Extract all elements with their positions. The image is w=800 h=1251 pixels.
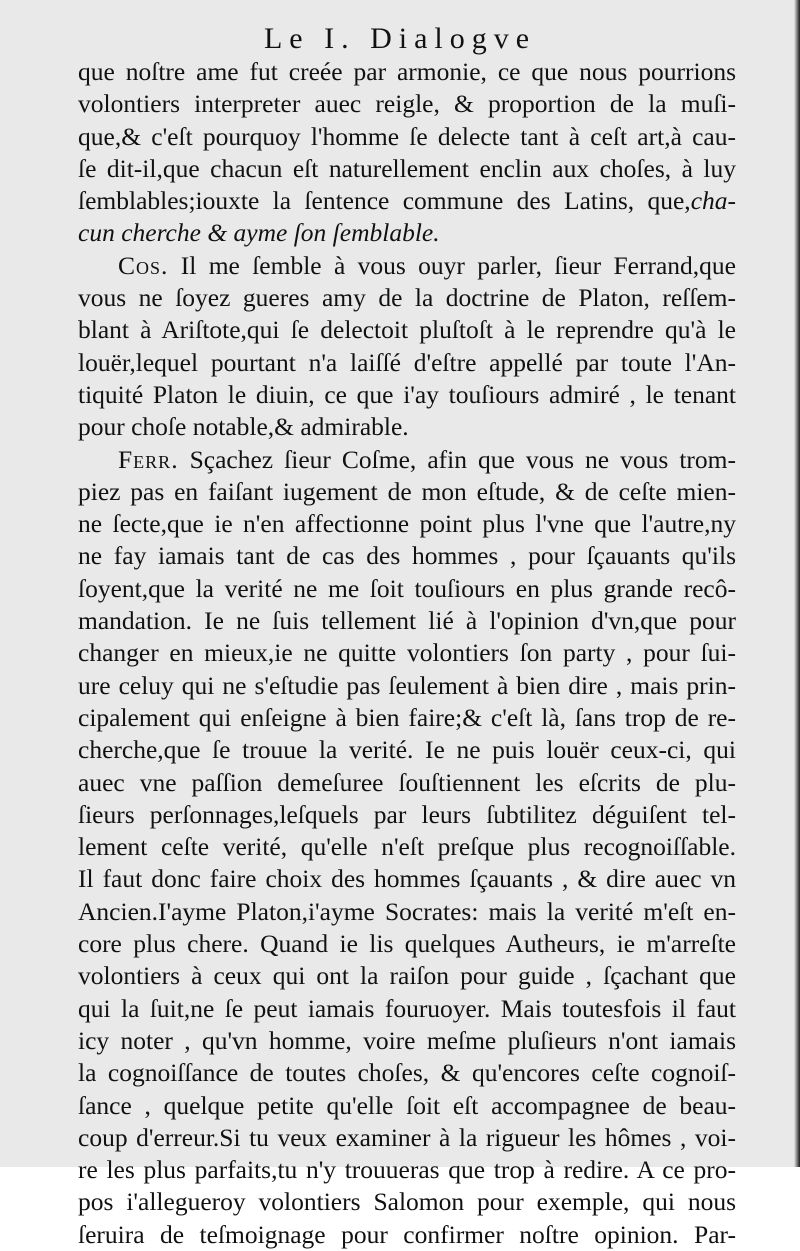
speaker-name: Cos. xyxy=(118,250,169,280)
text-line xyxy=(78,379,736,411)
speaker-name: Ferr. xyxy=(118,444,179,474)
line-text: cipalement qui enſeigne à bien faire;& c'eſt là, ſans trop de re- xyxy=(78,702,736,732)
line-text: core plus chere. Quand ie lis quelques Autheurs, ie m'arreſte xyxy=(78,929,736,959)
text-line xyxy=(78,444,736,476)
text-line xyxy=(78,314,736,346)
italic-text: cun cherche & ayme ſon ſemblable. xyxy=(78,218,440,248)
line-text: tiquité Platon le diuin, ce que i'ay touſiours admiré , le tenant xyxy=(78,379,736,409)
text-line xyxy=(78,767,736,799)
text-line xyxy=(78,1057,736,1089)
text-line xyxy=(78,1219,736,1251)
line-text: ſoyent,que la verité ne me ſoit touſiours en plus grande recô- xyxy=(78,573,736,603)
line-text: qui la ſuit,ne ſe peut iamais fouruoyer. Mais toutesfois il faut xyxy=(78,993,736,1023)
text-line xyxy=(78,993,736,1025)
text-line xyxy=(78,476,736,508)
line-text: icy noter , qu'vn homme, voire meſme pluſieurs n'ont iamais xyxy=(78,1025,736,1055)
text-line xyxy=(78,702,736,734)
text-line xyxy=(78,508,736,540)
line-text: ſe dit-il,que chacun eſt naturellement enclin aux choſes, à luy xyxy=(78,153,736,183)
line-text: changer en mieux,ie ne quitte volontiers ſon party , pour ſui- xyxy=(78,638,736,668)
line-text: Il me ſemble à vous ouyr parler, ſieur Ferrand,que xyxy=(168,250,736,280)
text-line xyxy=(78,928,736,960)
line-text: pos i'allegueroy volontiers Salomon pour exemple, qui nous xyxy=(78,1187,736,1217)
line-text: ſieurs perſonnages,leſquels par leurs ſubtilitez déguiſent tel- xyxy=(78,799,736,829)
line-text: vous ne ſoyez gueres amy de la doctrine de Platon, reſſem- xyxy=(78,283,736,313)
text-line xyxy=(78,637,736,669)
text-line xyxy=(78,347,736,379)
line-text: Sçachez ſieur Coſme, afin que vous ne vous trom- xyxy=(178,444,736,474)
text-line xyxy=(78,799,736,831)
text-line xyxy=(78,863,736,895)
italic-text: cha- xyxy=(690,186,736,216)
line-text: ſance , quelque petite qu'elle ſoit eſt accompagnee de beau- xyxy=(78,1090,736,1120)
line-text: louër,lequel pourtant n'a laiſſé d'eſtre appellé par toute l'An- xyxy=(78,347,736,377)
text-line xyxy=(78,121,736,153)
text-line xyxy=(78,250,736,282)
line-text: volontiers à ceux qui ont la raiſon pour guide , ſçachant que xyxy=(78,961,736,991)
text-line xyxy=(78,960,736,992)
text-line xyxy=(78,217,736,249)
text-line xyxy=(78,1122,736,1154)
line-text: ure celuy qui ne s'eſtudie pas ſeulement à bien dire , mais prin- xyxy=(78,670,736,700)
text-line xyxy=(78,411,736,443)
text-line xyxy=(78,1025,736,1057)
text-line xyxy=(78,734,736,766)
line-text: ne fay iamais tant de cas des hommes , pour ſçauants qu'ils xyxy=(78,541,736,571)
text-line xyxy=(78,153,736,185)
line-text: piez pas en faiſant iugement de mon eſtude, & de ceſte mien- xyxy=(78,476,736,506)
text-line xyxy=(78,1186,736,1218)
line-text: la cognoiſſance de toutes choſes, & qu'encores ceſte cognoiſ- xyxy=(78,1058,736,1088)
text-line xyxy=(78,185,736,217)
line-text: ne ſecte,que ie n'en affectionne point plus l'vne que l'autre,ny xyxy=(78,509,736,539)
running-head: Le I. Dialogve xyxy=(263,22,537,55)
line-text: que noſtre ame fut creée par armonie, ce que nous pourrions xyxy=(78,57,736,86)
line-text: coup d'erreur.Si tu veux examiner à la rigueur les hômes , voi- xyxy=(78,1122,736,1152)
line-text: auec vne paſſion demeſuree ſouſtiennent les eſcrits de plu- xyxy=(78,767,736,797)
text-line xyxy=(78,1090,736,1122)
text-line xyxy=(78,670,736,702)
line-text: volontiers interpreter auec reigle, & proportion de la muſi- xyxy=(78,89,736,119)
line-text: re les plus parfaits,tu n'y trouueras que trop à redire. A ce pro- xyxy=(78,1155,736,1185)
text-line xyxy=(78,831,736,863)
text-line xyxy=(78,1154,736,1186)
body-text xyxy=(78,56,736,1251)
text-line xyxy=(78,88,736,120)
line-text: ſeruira de teſmoignage pour confirmer noſtre opinion. Par- xyxy=(78,1219,736,1249)
text-line xyxy=(78,573,736,605)
line-text: mandation. Ie ne ſuis tellement lié à l'opinion d'vn,que pour xyxy=(78,606,736,636)
text-line xyxy=(78,56,736,88)
text-line xyxy=(78,896,736,928)
line-text: Ancien.I'ayme Platon,i'ayme Socrates: mais la verité m'eſt en- xyxy=(78,896,736,926)
line-text: cherche,que ſe trouue la verité. Ie ne puis louër ceux-ci, qui xyxy=(78,735,736,765)
line-text: ſemblables;iouxte la ſentence commune des Latins, que, xyxy=(78,186,691,216)
line-text: que,& c'eſt pourquoy l'homme ſe delecte tant à ceſt art,à cau- xyxy=(78,121,736,151)
line-text: blant à Ariſtote,qui ſe delectoit pluſtoſt à le reprendre qu'à le xyxy=(78,315,736,345)
line-text: lement ceſte verité, qu'elle n'eſt preſque plus recognoiſſable. xyxy=(78,832,736,862)
text-line xyxy=(78,540,736,572)
text-line xyxy=(78,282,736,314)
line-text: pour choſe notable,& admirable. xyxy=(78,412,409,442)
line-text: Il faut donc faire choix des hommes ſçauants , & dire auec vn xyxy=(78,864,736,894)
text-line xyxy=(78,605,736,637)
